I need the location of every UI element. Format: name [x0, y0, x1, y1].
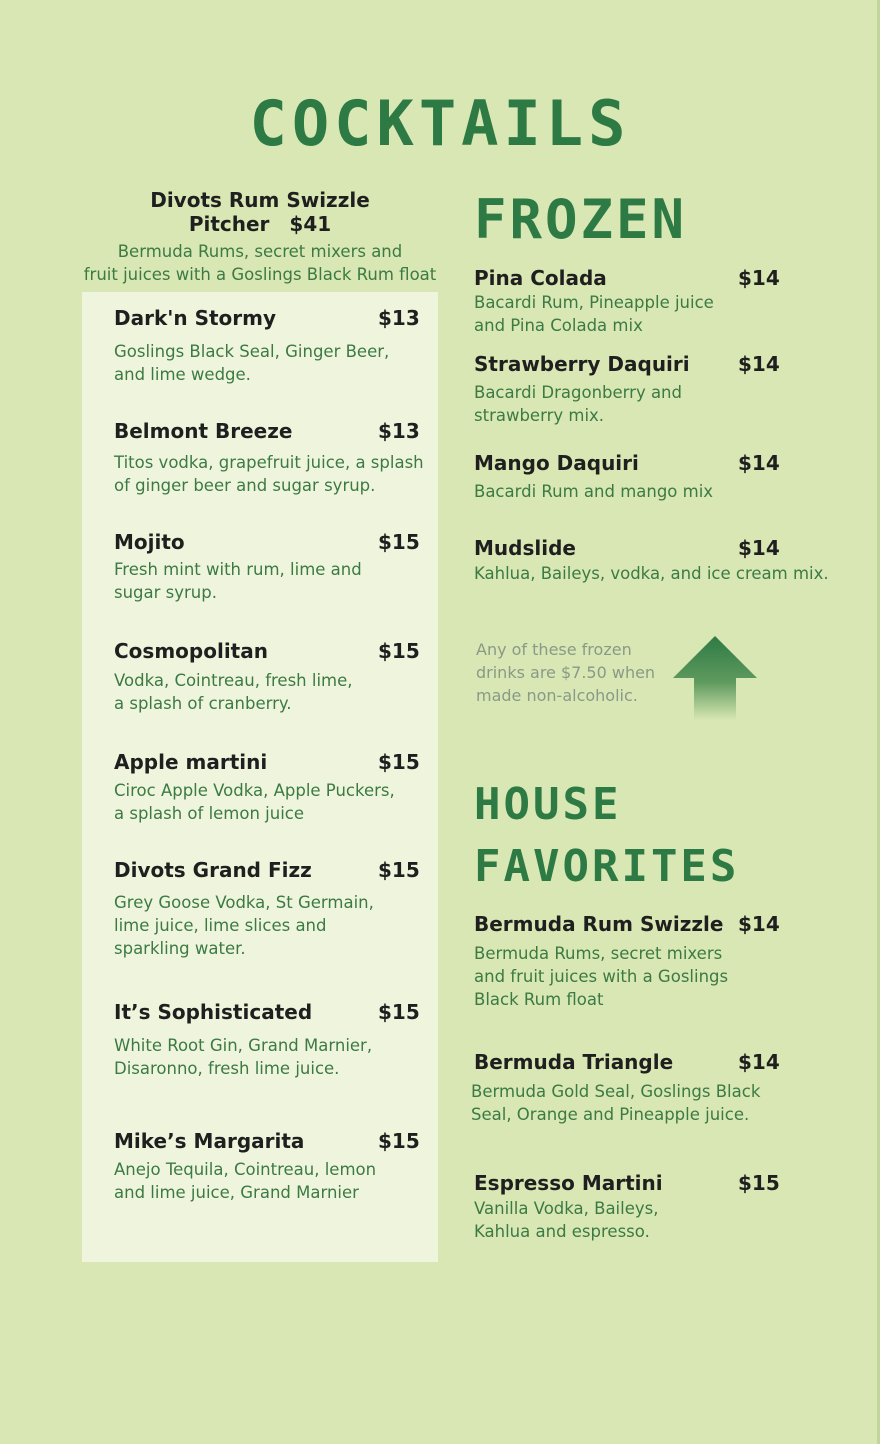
desc-line: Bermuda Rums, secret mixers — [474, 944, 723, 963]
house-favorites-heading — [474, 779, 740, 892]
desc-line: Ciroc Apple Vodka, Apple Puckers, — [114, 781, 395, 800]
desc-line: a splash of lemon juice — [114, 804, 305, 823]
item-price: $15 — [738, 1171, 780, 1195]
item-price: $14 — [738, 912, 780, 936]
desc-line: lime juice, lime slices and — [114, 916, 327, 935]
item-name: Bermuda Rum Swizzle — [474, 912, 724, 936]
item-name: Mojito — [114, 530, 185, 554]
item-description — [474, 1197, 819, 1243]
item-name: Cosmopolitan — [114, 639, 268, 663]
desc-line: Goslings Black Seal, Ginger Beer, — [114, 342, 390, 361]
item-description — [114, 779, 459, 825]
item-price: $14 — [738, 536, 780, 560]
note-line: Any of these frozen — [476, 640, 632, 659]
item-name: Belmont Breeze — [114, 419, 293, 443]
frozen-heading: FROZEN — [474, 188, 688, 251]
desc-line: and Pina Colada mix — [474, 316, 643, 335]
item-name: Apple martini — [114, 750, 268, 774]
item-name: Mike’s Margarita — [114, 1129, 305, 1153]
item-description — [114, 891, 459, 960]
heading-line: FAVORITES — [474, 841, 740, 892]
desc-line: Disaronno, fresh lime juice. — [114, 1059, 340, 1078]
desc-line: Anejo Tequila, Cointreau, lemon — [114, 1160, 377, 1179]
desc-line: Bacardi Dragonberry and — [474, 383, 682, 402]
item-name: Divots Grand Fizz — [114, 858, 312, 882]
pitcher-row — [80, 188, 440, 236]
desc-line: Seal, Orange and Pineapple juice. — [471, 1105, 750, 1124]
item-description — [114, 669, 459, 715]
item-price: $14 — [738, 352, 780, 376]
desc-line: and lime juice, Grand Marnier — [114, 1183, 359, 1202]
item-price: $15 — [378, 858, 420, 882]
item-name: Bermuda Triangle — [474, 1050, 674, 1074]
desc-line: and fruit juices with a Goslings — [474, 967, 729, 986]
desc-line: Kahlua, Baileys, vodka, and ice cream mix. — [474, 564, 829, 583]
desc-line: White Root Gin, Grand Marnier, — [114, 1036, 373, 1055]
desc-line: Fresh mint with rum, lime and — [114, 560, 362, 579]
item-description — [114, 451, 459, 497]
item-description — [474, 942, 819, 1011]
desc-line: Bacardi Rum, Pineapple juice — [474, 293, 714, 312]
item-description — [114, 1034, 459, 1080]
item-description — [114, 558, 459, 604]
heading-line: HOUSE — [474, 779, 622, 830]
desc-line: Grey Goose Vodka, St Germain, — [114, 893, 374, 912]
item-name: It’s Sophisticated — [114, 1000, 313, 1024]
desc-line: sparkling water. — [114, 939, 246, 958]
item-price: $13 — [378, 419, 420, 443]
item-description — [474, 381, 819, 427]
item-name: Dark'n Stormy — [114, 306, 277, 330]
desc-line: Bermuda Rums, secret mixers and — [117, 242, 403, 261]
desc-line: strawberry mix. — [474, 406, 605, 425]
desc-line: Bermuda Gold Seal, Goslings Black — [471, 1082, 761, 1101]
note-line: drinks are $7.50 when — [476, 663, 656, 682]
item-name: Strawberry Daquiri — [474, 352, 690, 376]
item-price: $15 — [378, 530, 420, 554]
item-name: Mango Daquiri — [474, 451, 639, 475]
desc-line: of ginger beer and sugar syrup. — [114, 476, 376, 495]
item-name: Divots Rum Swizzle Pitcher — [150, 188, 370, 236]
desc-line: and lime wedge. — [114, 365, 251, 384]
desc-line: fruit juices with a Goslings Black Rum float — [83, 265, 437, 284]
item-description — [474, 291, 819, 337]
item-price: $14 — [738, 451, 780, 475]
up-arrow-icon — [672, 634, 758, 720]
item-price: $14 — [738, 1050, 780, 1074]
desc-line: Vanilla Vodka, Baileys, — [474, 1199, 659, 1218]
desc-line: sugar syrup. — [114, 583, 217, 602]
note-line: made non-alcoholic. — [476, 686, 638, 705]
item-price: $14 — [738, 266, 780, 290]
item-price: $13 — [378, 306, 420, 330]
item-price: $15 — [378, 750, 420, 774]
desc-line: Vodka, Cointreau, fresh lime, — [114, 671, 353, 690]
pitcher-item — [80, 188, 440, 286]
item-name: Mudslide — [474, 536, 576, 560]
desc-line: Bacardi Rum and mango mix — [474, 482, 714, 501]
non-alcoholic-note — [476, 638, 676, 707]
item-description — [114, 1158, 459, 1204]
desc-line: a splash of cranberry. — [114, 694, 292, 713]
item-description — [474, 480, 819, 503]
page-title: COCKTAILS — [249, 87, 631, 160]
item-price: $15 — [378, 639, 420, 663]
desc-line: Titos vodka, grapefruit juice, a splash — [114, 453, 424, 472]
desc-line: Kahlua and espresso. — [474, 1222, 650, 1241]
item-description — [471, 1080, 851, 1126]
item-name: Espresso Martini — [474, 1171, 663, 1195]
item-price: $15 — [378, 1129, 420, 1153]
desc-line: Black Rum float — [474, 990, 604, 1009]
item-description — [80, 240, 440, 286]
item-name: Pina Colada — [474, 266, 607, 290]
item-price: $15 — [378, 1000, 420, 1024]
item-price: $41 — [289, 212, 332, 236]
item-description — [474, 562, 864, 585]
item-description — [114, 340, 459, 386]
